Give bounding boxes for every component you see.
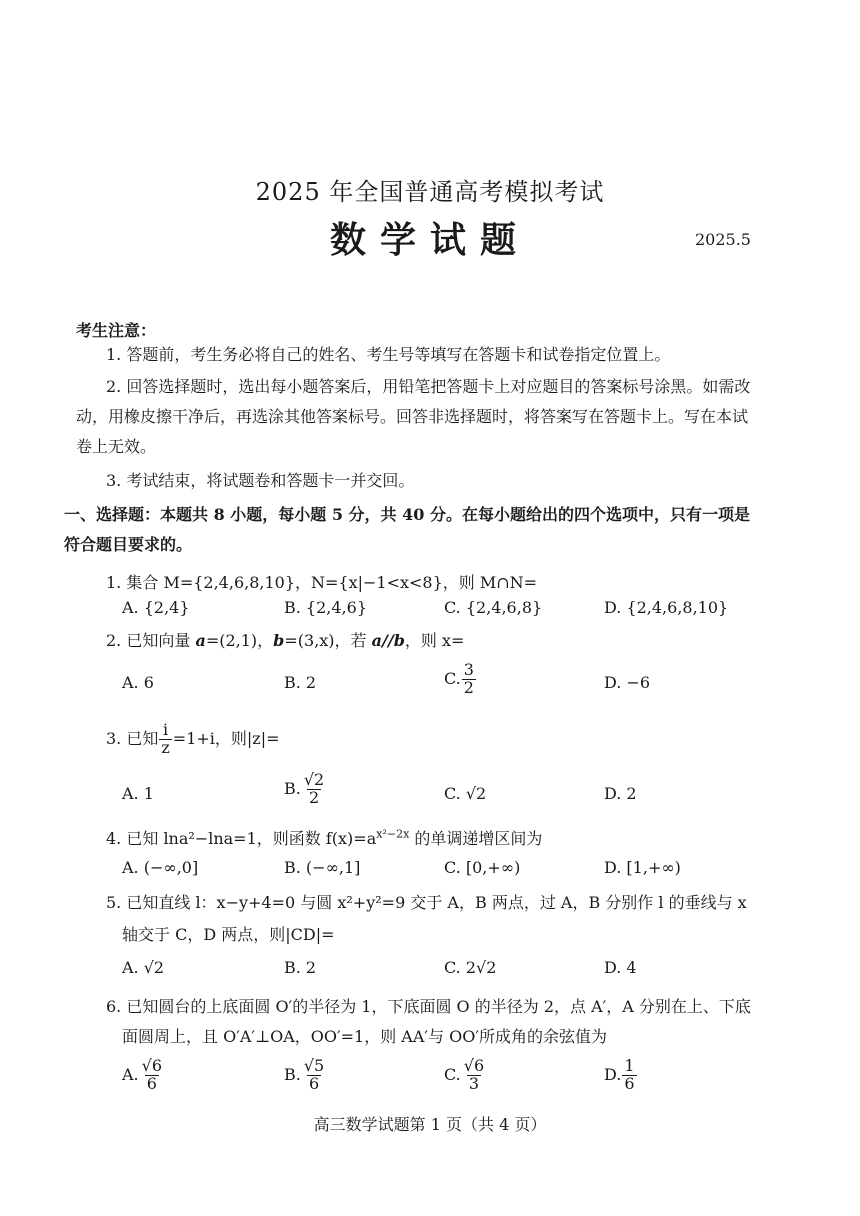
q2-option-c: C. $\frac{3}{2}$ [444,660,474,697]
subject-title: 数学试题 [329,219,530,261]
q4-option-d: D. [1,+∞) [604,858,681,877]
q5-option-c: C. 2√2 [444,958,497,977]
q1-option-c: C. {2,4,6,8} [444,598,543,617]
vector-a: a [195,631,206,650]
q5-option-a: A. √2 [122,958,165,977]
q3-option-d: D. 2 [604,784,637,803]
question-6-line-1: 6. 已知圆台的上底面圆 O′的半径为 1，下底面圆 O 的半径为 2，点 A′，A 分别在上、下底 [106,997,751,1016]
q4-option-b: B. (−∞,1] [284,858,361,877]
parallel-condition: a//b [371,631,405,650]
question-2-stem: 2. 已知向量 a=(2,1)，b=(3,x)，若 a//b，则 x= [106,631,465,650]
q6-option-d: D. $\frac{1}{6}$ [604,1056,635,1093]
q1-option-a: A. {2,4} [122,598,190,617]
question-6-line-2: 面圆周上，且 O′A′⊥OA，OO′=1，则 AA′与 OO′所成角的余弦值为 [122,1027,607,1046]
q2-option-a: A. 6 [122,673,154,692]
q1-option-d: D. {2,4,6,8,10} [604,598,729,617]
q3-option-c: C. √2 [444,784,487,803]
exam-title: 2025 年全国普通高考模拟考试 [255,178,605,206]
exam-date: 2025.5 [695,230,751,249]
question-5-line-2: 轴交于 C，D 两点，则|CD|= [122,925,335,944]
notice-item-2: 2. 回答选择题时，选出每小题答案后，用铅笔把答题卡上对应题目的答案标号涂黑。如需改动，用橡皮擦干净后，再选涂其他答案标号。回答非选择题时，将答案写在答题卡上。写在本试卷上无效。 [76,377,751,456]
notice-item-1: 1. 答题前，考生务必将自己的姓名、考生号等填写在答题卡和试卷指定位置上。 [106,345,671,364]
question-5-line-1: 5. 已知直线 l：x−y+4=0 与圆 x²+y²=9 交于 A，B 两点，过 A，B 分别作 l 的垂线与 x [106,893,747,912]
q3-option-b: B. $\frac{√2}{2}$ [284,770,325,807]
notice-item-3: 3. 考试结束，将试题卷和答题卡一并交回。 [106,471,415,490]
notice-title: 考生注意： [76,321,157,340]
page-footer: 高三数学试题第 1 页（共 4 页） [313,1115,547,1134]
question-1-stem: 1. 集合 M={2,4,6,8,10}，N={x|−1<x<8}，则 M∩N= [106,573,538,592]
q5-option-b: B. 2 [284,958,317,977]
question-4-stem: 4. 已知 lna²−lna=1，则函数 $f(x)=a^{x^2-2x}$ 的单调递增区间为 [106,827,543,848]
q3-option-a: A. 1 [122,784,154,803]
q4-option-c: C. [0,+∞) [444,858,521,877]
q6-option-b: B. $\frac{√5}{6}$ [284,1056,325,1093]
q2-option-b: B. 2 [284,673,317,692]
q1-option-b: B. {2,4,6} [284,598,367,617]
question-3-stem: 3. 已知 $\frac{i}{z}$ =1+i，则|z|= [106,720,280,757]
q5-option-d: D. 4 [604,958,637,977]
q6-option-c: C. $\frac{√6}{3}$ [444,1056,485,1093]
vector-b: b [273,631,285,650]
section-heading: 一、选择题：本题共 8 小题，每小题 5 分，共 40 分。在每小题给出的四个选项中，只有一项是符合题目要求的。 [64,505,750,554]
q4-option-a: A. (−∞,0] [122,858,199,877]
q6-option-a: A. $\frac{√6}{6}$ [122,1056,163,1093]
q2-option-d: D. −6 [604,673,651,692]
